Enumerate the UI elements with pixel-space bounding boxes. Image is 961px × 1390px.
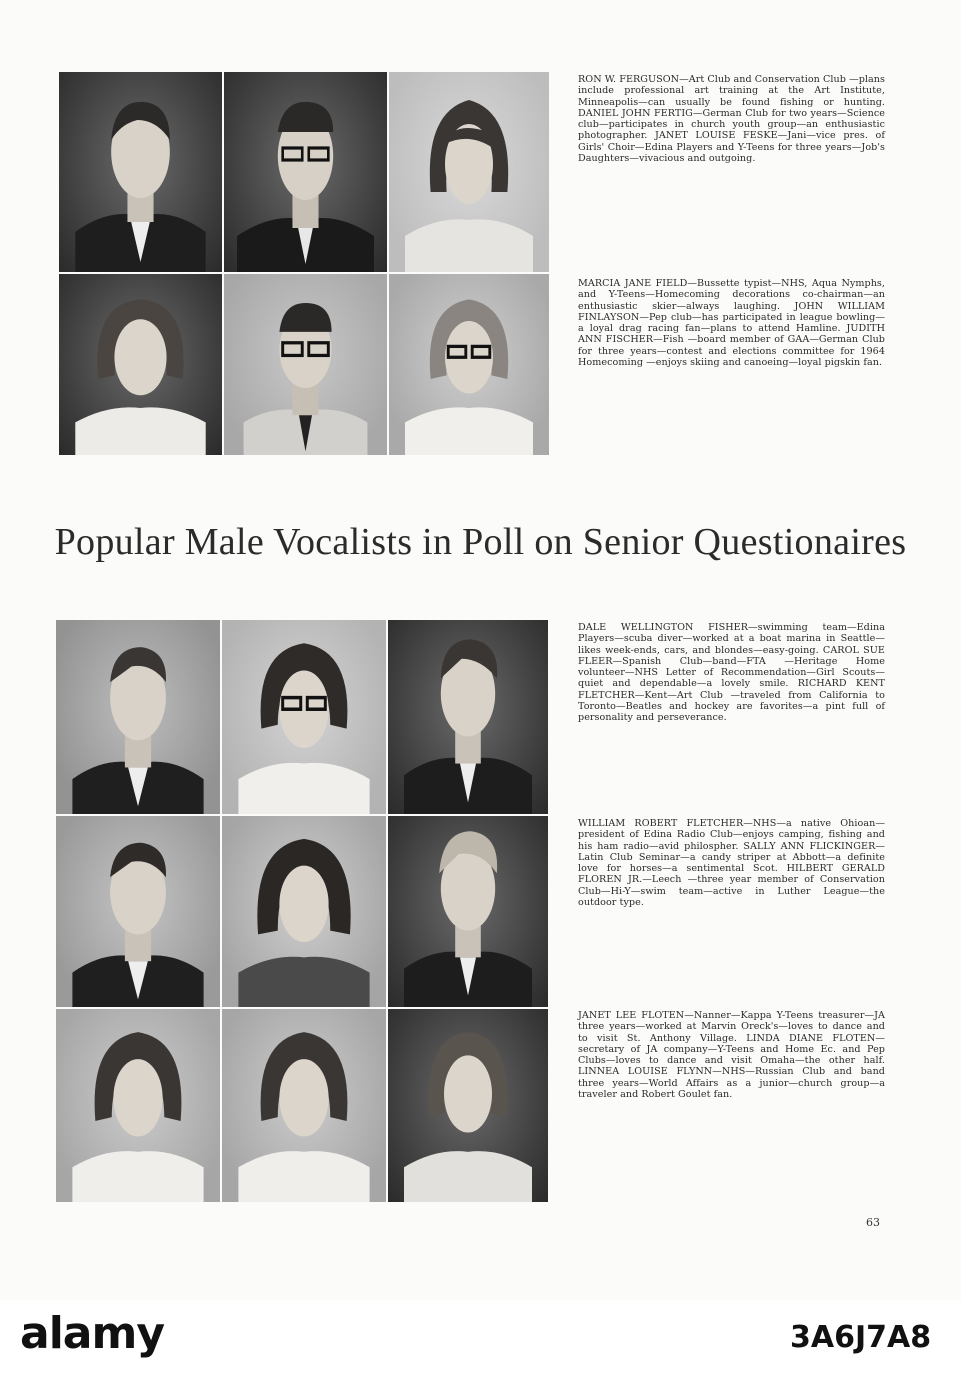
bio-text-bottom-3: JANET LEE FLOTEN—Nanner—Kappa Y-Teens treasurer—JA three years—worked at Marvin Oreck's—loves to dance and to visit St. Anthony Village. LINDA DIANE FLOTEN—secretary of JA company—Y-Teens and Home Ec. and Pep Clubs—loves to dance and visit Omaha—the other half. LINNEA LOUISE FLYNN—NHS—Russian Club and band three years—World Affairs as a junior—church group—a traveler and Robert Goulet fan.	[578, 1010, 885, 1101]
portrait-judith-fischer	[389, 274, 549, 455]
portrait-marcia-field	[59, 274, 222, 455]
page-number: 63	[866, 1216, 880, 1229]
portrait-linda-floten	[222, 1009, 386, 1202]
watermark-stock-id: 3A6J7A8	[790, 1320, 932, 1355]
top-portrait-grid	[59, 72, 549, 457]
bio-text-bottom-2: WILLIAM ROBERT FLETCHER—NHS—a native Ohioan—president of Edina Radio Club—enjoys camping, fishing and his ham radio—avid philospher. SALLY ANN FLICKINGER—Latin Club Seminar—a candy striper at Abbott—a definite love for horses—a sentimental Scot. HILBERT GERALD FLOREN JR.—Leech —three year member of Conservation Club—Hi-Y—swim team—active in Luther League—the outdoor type.	[578, 818, 885, 909]
watermark-logo: alamy	[20, 1308, 164, 1359]
portrait-richard-fletcher	[388, 620, 548, 814]
portrait-sally-flickinger	[222, 816, 386, 1007]
portrait-carol-fleer	[222, 620, 386, 814]
bio-text-top-2: MARCIA JANE FIELD—Bussette typist—NHS, Aqua Nymphs, and Y-Teens—Homecoming decorations co-chairman—an enthusiastic skier—always laughing. JOHN WILLIAM FINLAYSON—Pep club—has participated in league bowling—a loyal drag racing fan—plans to attend Hamline. JUDITH ANN FISCHER—Fish —board member of GAA—German Club for three years—contest and elections committee for 1964 Homecoming —enjoys skiing and canoeing—loyal pigskin fan.	[578, 278, 885, 369]
portrait-hilbert-floren	[388, 816, 548, 1007]
portrait-ron-ferguson	[59, 72, 222, 272]
bottom-portrait-grid	[56, 620, 550, 1204]
bio-text-top-1: RON W. FERGUSON—Art Club and Conservation Club —plans include professional art training at the Art Institute, Minneapolis—can usually be found fishing or hunting. DANIEL JOHN FERTIG—German Club for two years—Science club—participates in church youth group—an enthusiastic photographer. JANET LOUISE FESKE—Jani—vice pres. of Girls' Choir—Edina Players and Y-Teens for three years—Job's Daughters—vivacious and outgoing.	[578, 74, 885, 165]
bio-text-bottom-1: DALE WELLINGTON FISHER—swimming team—Edina Players—scuba diver—worked at a boat marina in Seattle—likes week-ends, cars, and blondes—easy-going. CAROL SUE FLEER—Spanish Club—band—FTA —Heritage Home volunteer—NHS Letter of Recommendation—Girl Scouts—quiet and dependable—a lovely smile. RICHARD KENT FLETCHER—Kent—Art Club —traveled from California to Toronto—Beatles and hockey are favorites—a pint full of personality and perseverance.	[578, 622, 885, 724]
portrait-william-fletcher	[56, 816, 220, 1007]
page-headline: Popular Male Vocalists in Poll on Senior Questionaires	[54, 521, 907, 563]
portrait-daniel-fertig	[224, 72, 387, 272]
portrait-linnea-flynn	[388, 1009, 548, 1202]
portrait-dale-fisher	[56, 620, 220, 814]
portrait-john-finlayson	[224, 274, 387, 455]
portrait-janet-floten	[56, 1009, 220, 1202]
portrait-janet-feske	[389, 72, 549, 272]
